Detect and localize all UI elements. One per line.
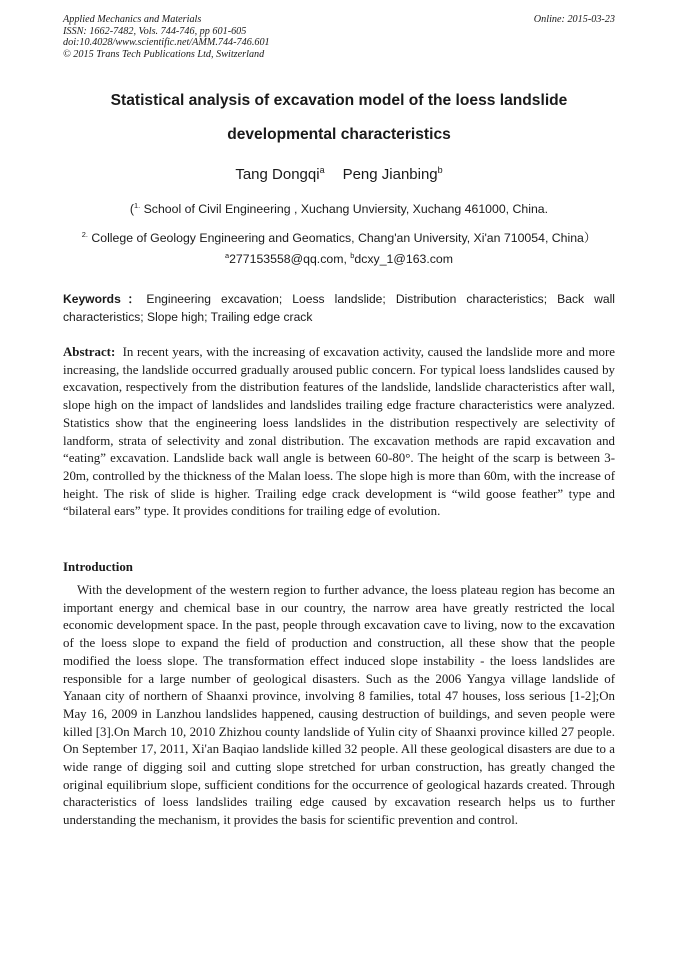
affiliation-2 xyxy=(40,228,638,246)
author-list xyxy=(40,166,638,183)
introduction-paragraph: With the development of the western region to further advance, the loess plateau region has become an important energy and chemical base in our country, the narrow area have greatly restricted the local economic development space. In the past, people through excavation cave to living, now to the excavation of the loess slope to expand the field of production and construction, all these show that the people modified the loess slope. The transformation effect induced slope instability - the loess landslides are responsible for a large number of geological disasters. Such as the 2006 Yangya village landslide of Yanaan city of northern of Shaanxi province, involving 8 families, total 47 houses, loss serious [1-2];On May 16, 2009 in Lanzhou landslides happened, causing destruction of buildings, and seven people were killed [3].On March 10, 2010 Zhizhou county landslide of Yulin city of Shaanxi province killed 27 people. On September 17, 2011, Xi'an Baqiao landslide killed 32 people. All these geological disasters are due to a wide range of digging soil and cutting slope stretched for urban construction, has greatly changed the original equilibrium slope, sufficient conditions for the occurrence of geological hazards created. Through characteristics of loess landslides trailing edge caused by excavation research helps us to further understanding the mechanism, it provides the basis for scientific prevention and control. xyxy=(63,583,615,828)
journal-name: Applied Mechanics and Materials xyxy=(63,14,202,25)
abstract-block xyxy=(63,344,615,521)
affiliation-number: 1. xyxy=(134,200,141,210)
author-emails xyxy=(40,252,638,266)
copyright-line: © 2015 Trans Tech Publications Ltd, Switzerland xyxy=(63,48,265,60)
abstract-label: Abstract: xyxy=(63,345,116,359)
affiliation-1 xyxy=(40,202,638,216)
abstract-text: In recent years, with the increasing of excavation activity, caused the landslide more and more increasing, the landslide occurred gradually aroused public concern. For typical loess landslides caused by excavation, respectively from the distribution features of the landslide, landslide characteristics after wall, slope high on the impact of landslides and landslides trailing edge fracture characteristics were analyzed. Statistics show that the engineering loess landslides in the distribution respectively are selectivity of landform, strata of selectivity and zonal distribution. The excavation methods are rapid excavation and “eating” excavation. Landslide back wall angle is between 60-80°. The height of the scarp is between 3-20m, controlled by the thickness of the Malan loess. The slope high is more than 60m, with the increase of height. The risk of slide is higher. Trailing edge crack development is “wild goose feather” type and “bilateral ears” type. It provides conditions for trailing edge of evolution. xyxy=(63,345,615,519)
keywords-label: Keywords： xyxy=(63,292,147,306)
keywords-block xyxy=(63,290,615,326)
affiliation-text: School of Civil Engineering , Xuchang Unviersity, Xuchang 461000, China. xyxy=(143,202,549,216)
affiliation-text: College of Geology Engineering and Geomatics, Chang'an University, Xi'an 710054, China） xyxy=(91,231,597,245)
affiliation-bracket: ( xyxy=(129,202,135,216)
affiliation-number: 2. xyxy=(81,229,88,239)
journal-header xyxy=(63,14,270,60)
email-link[interactable]: 277153558@qq.com, xyxy=(229,252,351,266)
paper-title-line-2: developmental characteristics xyxy=(227,126,451,143)
paper-title-line-1: Statistical analysis of excavation model of the loess landslide xyxy=(110,92,568,109)
author-affil-marker: a xyxy=(319,165,325,175)
author-name: Peng Jianbing xyxy=(342,166,438,183)
email-marker: b xyxy=(350,250,355,260)
issn-line: ISSN: 1662-7482, Vols. 744-746, pp 601-605 xyxy=(63,25,247,37)
author-name: Tang Dongqi xyxy=(235,166,320,183)
doi-line: doi:10.4028/www.scientific.net/AMM.744-746.601 xyxy=(63,37,270,49)
email-marker: a xyxy=(224,250,230,260)
section-heading-introduction: Introduction xyxy=(63,560,133,574)
online-date: Online: 2015-03-23 xyxy=(533,14,615,25)
keywords-text: Engineering excavation; Loess landslide; Distribution characteristics; Back wall characteristics; Slope high; Trailing edge crack xyxy=(63,292,615,324)
email-link[interactable]: dcxy_1@163.com xyxy=(354,252,454,266)
author-affil-marker: b xyxy=(437,165,443,175)
